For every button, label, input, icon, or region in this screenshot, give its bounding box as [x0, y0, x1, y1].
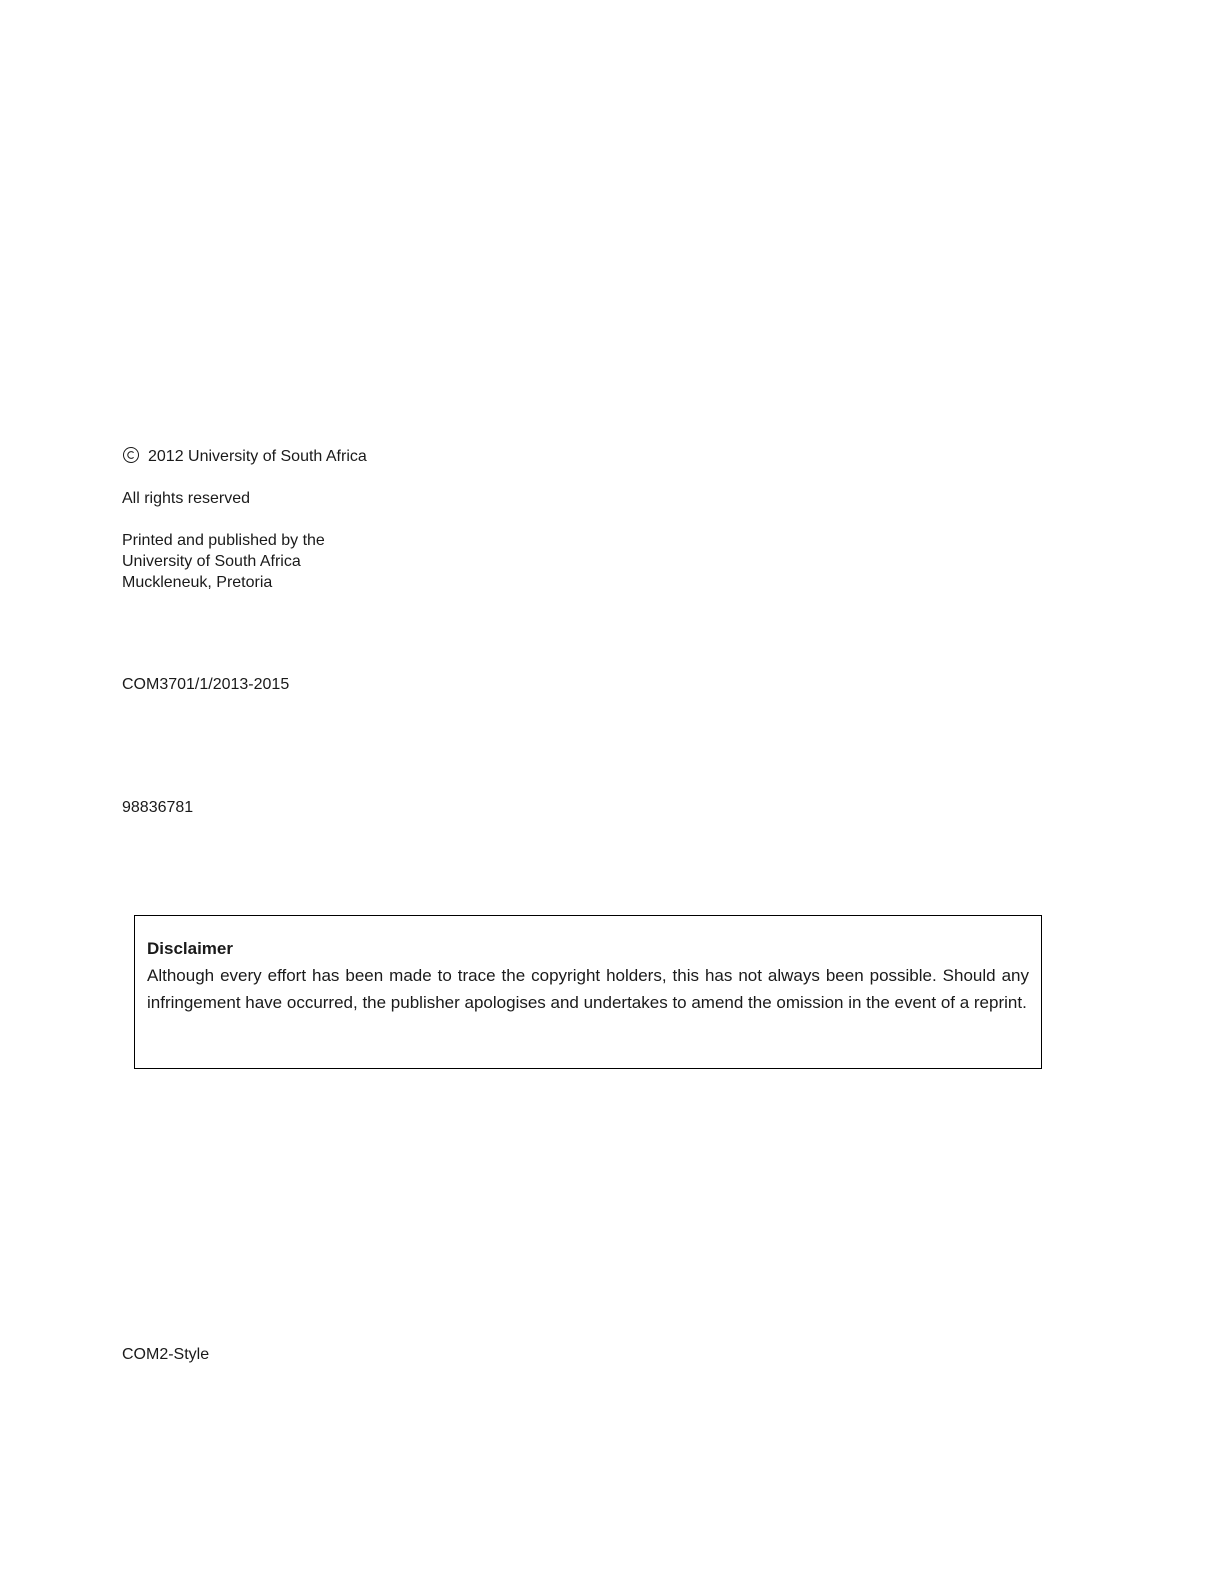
- rights-reserved: All rights reserved: [122, 490, 251, 507]
- style-label: COM2-Style: [122, 1346, 210, 1363]
- publisher-line: Muckleneuk, Pretoria: [122, 574, 273, 591]
- disclaimer-box: [134, 915, 1042, 1069]
- publisher-block: [122, 530, 325, 593]
- copyright-text: 2012 University of South Africa: [148, 448, 367, 465]
- disclaimer-title: Disclaimer: [147, 939, 233, 958]
- copyright-icon: [122, 446, 140, 464]
- document-number: 98836781: [122, 799, 194, 816]
- copyright-line: [122, 446, 367, 467]
- publisher-line: Printed and published by the: [122, 532, 325, 549]
- module-code: COM3701/1/2013-2015: [122, 676, 290, 693]
- publisher-line: University of South Africa: [122, 553, 301, 570]
- disclaimer-text: Although every effort has been made to trace the copyright holders, this has not always been possible. Should any infringement have occurred, the publisher apologises and undertakes to amend the omission in the event of a reprint.: [147, 966, 1029, 1012]
